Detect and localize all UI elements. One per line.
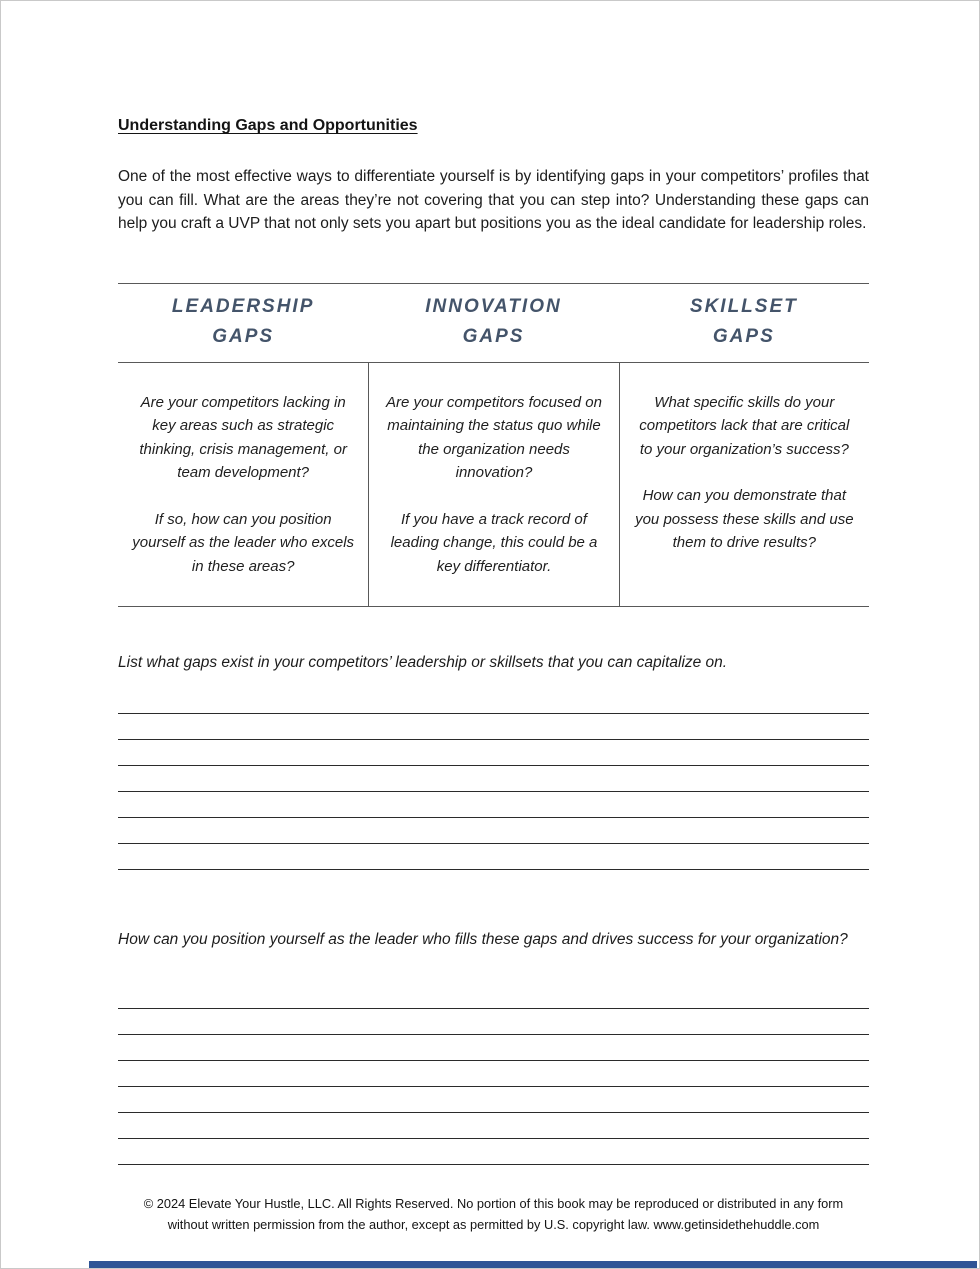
copyright-footer [118, 1193, 869, 1235]
writing-line [118, 714, 869, 740]
copyright-line2: without written permission from the author, except as permitted by U.S. copyright law. www.getinsidethehuddle.com [167, 1217, 820, 1232]
header-innovation-gaps [368, 292, 618, 352]
innovation-question: Are your competitors focused on maintaining the status quo while the organization needs innovation? [386, 393, 602, 481]
writing-line [118, 766, 869, 792]
gaps-table-header-row [118, 284, 869, 363]
writing-line [118, 983, 869, 1009]
writing-line [118, 1061, 869, 1087]
gaps-table-body-row [118, 363, 869, 608]
intro-paragraph: One of the most effective ways to differentiate yourself is by identifying gaps in your competitors’ profiles that you can fill. What are the areas they’re not covering that you can step into? Understanding these gaps can help you craft a UVP that not only sets you apart but positions you as the ideal candidate for leadership roles. [118, 168, 869, 232]
header-skillset-gaps [619, 292, 869, 352]
writing-line [118, 844, 869, 870]
header-leadership-line2: GAPS [212, 325, 275, 347]
answer-lines-2 [118, 983, 869, 1165]
next-page-edge [89, 1261, 977, 1268]
prompt-position-yourself: How can you position yourself as the leader who fills these gaps and drives success for your organization? [118, 931, 848, 948]
writing-line [118, 792, 869, 818]
answer-lines-1 [118, 688, 869, 870]
writing-line [118, 818, 869, 844]
writing-line [118, 1035, 869, 1061]
writing-line [118, 1087, 869, 1113]
cell-innovation-gaps [368, 363, 618, 607]
header-leadership-line1: LEADERSHIP [171, 295, 315, 317]
leadership-followup: If so, how can you position yourself as the leader who excels in these areas? [132, 510, 355, 575]
prompt-list-gaps: List what gaps exist in your competitors’ leadership or skillsets that you can capitalize on. [118, 654, 728, 671]
cell-leadership-gaps [118, 363, 368, 607]
writing-line [118, 1009, 869, 1035]
gaps-table [118, 283, 869, 608]
writing-line [118, 1113, 869, 1139]
header-leadership-gaps [118, 292, 368, 352]
skillset-question: What specific skills do your competitors lack that are critical to your organization’s success? [639, 393, 850, 458]
page-title: Understanding Gaps and Opportunities [118, 117, 418, 134]
innovation-followup: If you have a track record of leading change, this could be a key differentiator. [390, 510, 598, 575]
header-innovation-line1: INNOVATION [425, 295, 562, 317]
copyright-line1: © 2024 Elevate Your Hustle, LLC. All Rights Reserved. No portion of this book may be reproduced or distributed in any form [143, 1196, 844, 1211]
writing-line [118, 1139, 869, 1165]
writing-line [118, 740, 869, 766]
leadership-question: Are your competitors lacking in key areas such as strategic thinking, crisis management, or team development? [139, 393, 347, 481]
page-content [1, 1, 979, 1235]
writing-line [118, 688, 869, 714]
header-skillset-line2: GAPS [712, 325, 775, 347]
skillset-followup: How can you demonstrate that you possess these skills and use them to drive results? [635, 487, 854, 551]
header-skillset-line1: SKILLSET [689, 295, 798, 317]
header-innovation-line2: GAPS [462, 325, 525, 347]
cell-skillset-gaps [619, 363, 869, 607]
